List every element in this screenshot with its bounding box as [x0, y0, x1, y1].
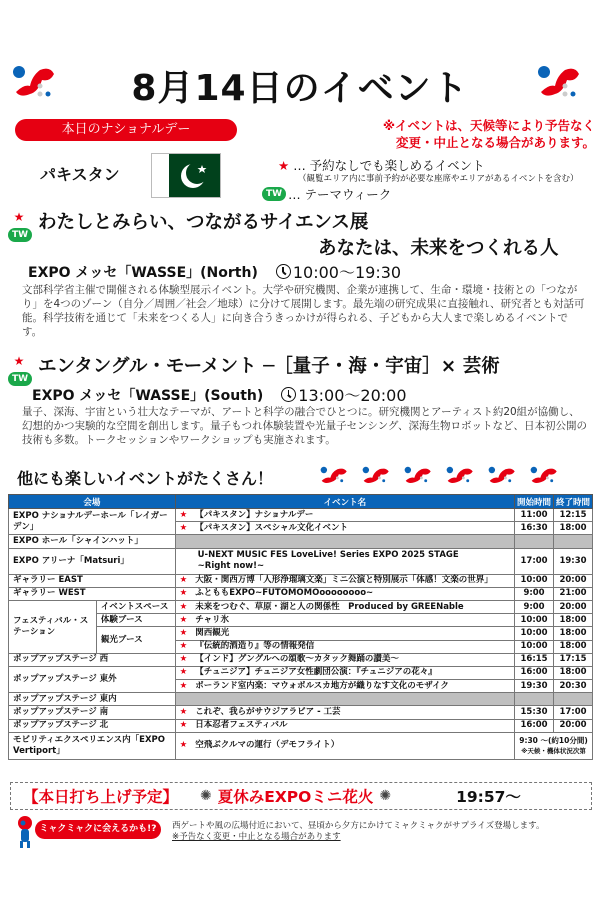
star-icon: ★: [179, 522, 188, 533]
theme-week-badge: TW: [8, 372, 32, 386]
table-header: 会場 イベント名 開始時間 終了時間: [9, 495, 593, 509]
star-icon: ★: [13, 354, 25, 368]
table-row: ポップアップステージ 西 ★ 【インド】グングルへの頌歌～カタック舞踊の讃美～ 16:15 17:15: [9, 653, 593, 666]
star-icon: ★: [179, 740, 188, 751]
star-icon: ★: [179, 680, 188, 691]
expo-logo-icon: [486, 465, 522, 485]
star-icon: ★: [179, 707, 188, 718]
table-row: ★ 『伝統的酒造り』等の情報発信 10:00 18:00: [9, 640, 593, 653]
featured-badges: [8, 212, 30, 242]
table-row: ★ 【パキスタン】スペシャル文化イベント 16:30 18:00: [9, 522, 593, 535]
pakistan-flag-icon: [151, 153, 221, 198]
table-row: ポップアップステージ 南 ★ これぞ、我らがサウジアラビア - 工芸 15:30 17:00: [9, 706, 593, 719]
table-row: モビリティエクスペリエンス内「EXPO Vertiport」 ★ 空飛ぶクルマの運行（デモフライト） 9:30 ～(約10分間) ※天候・機体状況次第: [9, 732, 593, 759]
table-row: ギャラリー EAST ★ 大阪・関西万博「人形浄瑠璃文楽」ミニ公演と特別展示「体感！文楽の世界」 10:00 20:00: [9, 574, 593, 587]
theme-week-badge: TW: [8, 228, 32, 242]
star-icon: ★: [179, 601, 188, 612]
expo-logo-icon: [318, 465, 354, 485]
decorative-logos: [318, 465, 564, 485]
more-events-heading: 他にも楽しいイベントがたくさん！: [17, 469, 274, 488]
table-row: ポップアップステージ 北 ★ 日本忍者フェスティバル 16:00 20:00: [9, 719, 593, 732]
expo-logo-icon: [444, 465, 480, 485]
table-row: 観光ブース ★ 関西観光 10:00 18:00: [9, 627, 593, 640]
weather-notice: ※イベントは、天候等により予告なく 変更・中止となる場合があります。: [382, 118, 595, 150]
myakumyaku-info: 西ゲートや風の広場付近において、昼頃から夕方にかけてミャクミャクがサプライズ登場します。 ※予告なく変更・中止となる場合があります: [172, 821, 545, 842]
table-row: EXPO ホール「シャインハット」: [9, 535, 593, 548]
featured-event-title: エンタングル・モーメント ─［量子・海・宇宙］× 芸術: [38, 356, 500, 377]
star-icon: ★: [179, 667, 188, 678]
expo-logo-icon: [360, 465, 396, 485]
clock-icon: [281, 387, 296, 402]
national-day-badge: 本日のナショナルデー: [15, 119, 237, 141]
myakumyaku-mascot-icon: [15, 815, 35, 849]
featured-event-subtitle: あなたは、未来をつくれる人: [318, 238, 559, 259]
star-icon: ★: [179, 720, 188, 731]
expo-logo-icon: [528, 465, 564, 485]
country-name: パキスタン: [40, 165, 120, 184]
star-icon: ★: [179, 588, 188, 599]
table-row: ギャラリー WEST ★ ふとももEXPO~FUTOMOMOoooooooo~ 9:00 21:00: [9, 587, 593, 600]
expo-logo-icon: [402, 465, 438, 485]
legend-theme-week: TW … テーマウィーク: [262, 185, 391, 203]
firework-icon: ✺: [379, 788, 392, 804]
firework-icon: ✺: [200, 788, 212, 804]
fireworks-banner: 【本日打ち上げ予定】 ✺ 夏休みEXPOミニ花火 ✺ 19:57～: [10, 782, 592, 810]
featured-badges: [8, 356, 30, 386]
star-icon: ★: [179, 575, 188, 586]
featured-event-description: 文部科学省主催で開催される体験型展示イベント。大学や研究機関、企業が連携して、生命・環境・技術との「つながり」を4つのゾーン（自分／周囲／社会／地球）に分けて展開します。最先端の研究成果に直接触れ、研究者とも対話可能。科学技術を通じて「未来をつくる人」に向き合うきっかけが得られる、子どもから大人まで楽しめるイベントです。: [22, 284, 585, 338]
star-icon: ★: [278, 158, 290, 173]
page-title: 8月14日のイベント: [131, 68, 469, 109]
featured-event-description: 量子、深海、宇宙という壮大なテーマが、アートと科学の融合でひとつに。研究機関とアーティスト約20組が協働し、幻想的かつ実験的な空間を創出します。量子もつれ体験装置や光量子センシング、深海生物ロボットなど、日本初公開の技術も多数。トークセッションやワークショップも実施されます。: [22, 406, 588, 446]
featured-event-location: EXPO メッセ「WASSE」(North) 10:00～19:30: [28, 263, 402, 282]
table-row: フェスティバル・ステーション イベントスペース ★ 未来をつむぐ、草原・湖と人の関係性 Produced by GREENable 9:00 20:00: [9, 600, 593, 613]
theme-week-badge: TW: [262, 187, 286, 201]
star-icon: ★: [179, 654, 188, 665]
featured-event-title: わたしとみらい、つながるサイエンス展: [38, 212, 369, 233]
table-row: EXPO ナショナルデーホール「レイガーデン」 ★ 【パキスタン】ナショナルデー 11:00 12:15: [9, 509, 593, 522]
featured-event-location: EXPO メッセ「WASSE」(South) 13:00～20:00: [32, 386, 407, 405]
table-row: ポップアップステージ 東外 ★ 【チュニジア】チュニジア女性劇団公演：『チュニジアの花々』 16:00 18:00: [9, 666, 593, 679]
table-row: ★ ポーランド室内楽：マウォポルスカ地方が織りなす文化のモザイク 19:30 20:30: [9, 680, 593, 693]
star-icon: ★: [13, 210, 25, 224]
star-icon: ★: [179, 614, 188, 625]
table-row: ポップアップステージ 東内: [9, 693, 593, 706]
star-icon: ★: [179, 641, 188, 652]
events-table: [8, 494, 593, 760]
myakumyaku-badge: ミャクミャクに会えるかも!?: [35, 820, 161, 839]
star-icon: ★: [179, 509, 188, 520]
table-row: 体験ブース ★ チャリ氷 10:00 18:00: [9, 614, 593, 627]
legend-star: ★ … 予約なしでも楽しめるイベント: [278, 158, 485, 173]
star-icon: ★: [179, 627, 188, 638]
clock-icon: [276, 264, 291, 279]
legend-star-note: （観覧エリア内に事前予約が必要な座席やエリアがあるイベントを含む）: [298, 174, 579, 184]
table-row: EXPO アリーナ「Matsuri」 U-NEXT MUSIC FES LoveLive! Series EXPO 2025 STAGE ~Right now!~ 17:00 19:30: [9, 548, 593, 574]
